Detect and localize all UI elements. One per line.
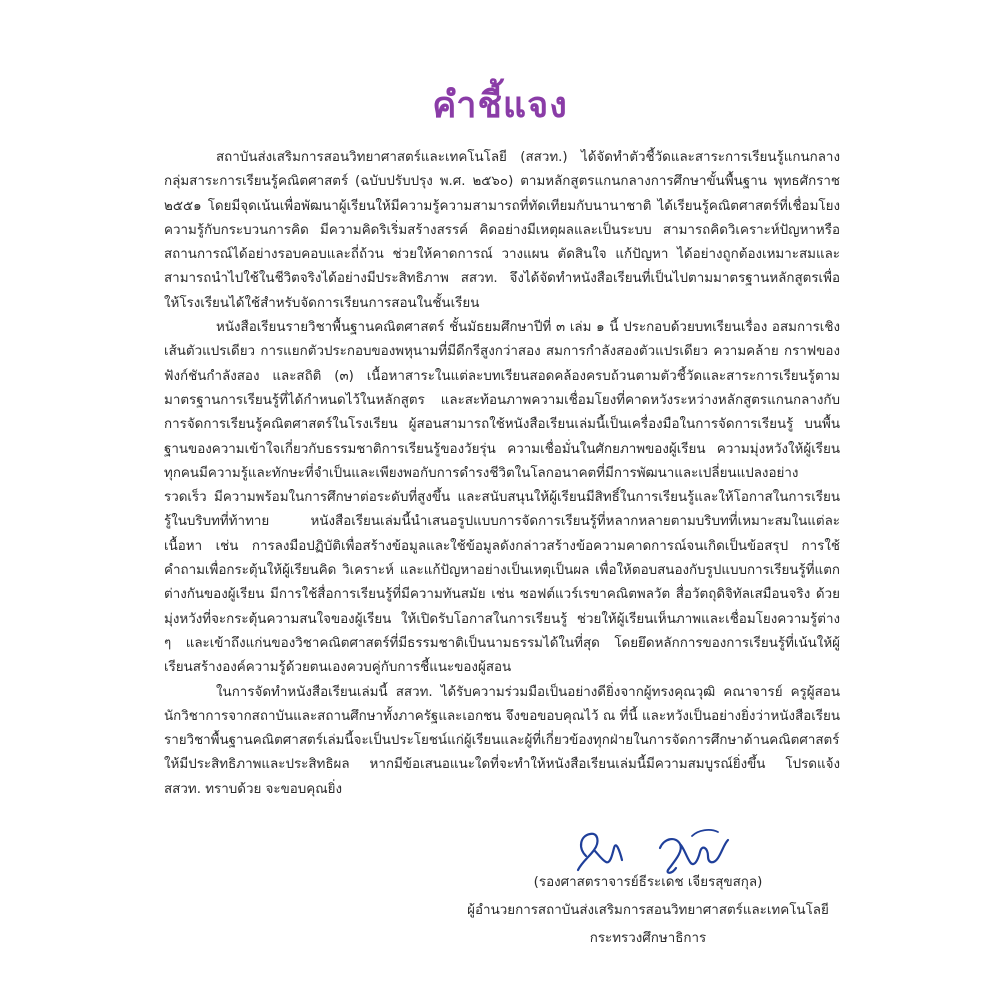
preface-paragraph: หนังสือเรียนรายวิชาพื้นฐานคณิตศาสตร์ ชั้นมัธยมศึกษาปีที่ ๓ เล่ม ๑ นี้ ประกอบด้วยบทเรียนเรื่อง อสมการเชิงเส้นตัวแปรเดียว การแยกตัวประกอบของพหุนามที่มีดีกรีสูงกว่าสอง สมการกำลังสองตัวแปรเดียว ความคล้าย กราฟของฟังก์ชันกำลังสอง และสถิติ (๓) เนื้อหาสาระในแต่ละบทเรียนสอดคล้องครบถ้วนตามตัวชี้วัดและสาระการเรียนรู้ตามมาตรฐานการเรียนรู้ที่ได้กำหนดไว้ในหลักสูตร และสะท้อนภาพความเชื่อมโยงที่คาดหวังระหว่างหลักสูตรแกนกลางกับการจัดการเรียนรู้คณิตศาสตร์ในโรงเรียน ผู้สอนสามารถใช้หนังสือเรียนเล่มนี้เป็นเครื่องมือในการจัดการเรียนรู้ บนพื้นฐานของความเข้าใจเกี่ยวกับธรรมชาติการเรียนรู้ของวัยรุ่น ความเชื่อมั่นในศักยภาพของผู้เรียน ความมุ่งหวังให้ผู้เรียนทุกคนมีความรู้และทักษะที่จำเป็นและเพียงพอกับการดำรงชีวิตในโลกอนาคตที่มีการพัฒนาและเปลี่ยนแปลงอย่างรวดเร็ว มีความพร้อมในการศึกษาต่อระดับที่สูงขึ้น และสนับสนุนให้ผู้เรียนมีสิทธิ์ในการเรียนรู้และให้โอกาสในการเรียนรู้ในบริบทที่ท้าทาย หนังสือเรียนเล่มนี้นำเสนอรูปแบบการจัดการเรียนรู้ที่หลากหลายตามบริบทที่เหมาะสมในแต่ละเนื้อหา เช่น การลงมือปฏิบัติเพื่อสร้างข้อมูลและใช้ข้อมูลดังกล่าวสร้างข้อความคาดการณ์จนเกิดเป็นข้อสรุป การใช้คำถามเพื่อกระตุ้นให้ผู้เรียนคิด วิเคราะห์ และแก้ปัญหาอย่างเป็นเหตุเป็นผล เพื่อให้ตอบสนองกับรูปแบบการเรียนรู้ที่แตกต่างกันของผู้เรียน มีการใช้สื่อการเรียนรู้ที่มีความทันสมัย เช่น ซอฟต์แวร์เรขาคณิตพลวัต สื่อวัตถุดิจิทัลเสมือนจริง ด้วยมุ่งหวังที่จะกระตุ้นความสนใจของผู้เรียน ให้เปิดรับโอกาสในการเรียนรู้ ช่วยให้ผู้เรียนเห็นภาพและเชื่อมโยงความรู้ต่าง ๆ และเข้าถึงแก่นของวิชาคณิตศาสตร์ที่มีธรรมชาติเป็นนามธรรมได้ในที่สุด โดยยึดหลักการของการเรียนรู้ที่เน้นให้ผู้เรียนสร้างองค์ความรู้ด้วยตนเองควบคู่กับการชี้แนะของผู้สอน	[164, 320, 840, 676]
page-title: คำชี้แจง	[432, 85, 568, 126]
preface-paragraph: ในการจัดทำหนังสือเรียนเล่มนี้ สสวท. ได้รับความร่วมมือเป็นอย่างดียิ่งจากผู้ทรงคุณวุฒิ คณาจารย์ ครูผู้สอน นักวิชาการจากสถาบันและสถานศึกษาทั้งภาครัฐและเอกชน จึงขอขอบคุณไว้ ณ ที่นี้ และหวังเป็นอย่างยิ่งว่าหนังสือเรียนรายวิชาพื้นฐานคณิตศาสตร์เล่มนี้จะเป็นประโยชน์แก่ผู้เรียนและผู้ที่เกี่ยวข้องทุกฝ่ายในการจัดการศึกษาด้านคณิตศาสตร์ให้มีประสิทธิภาพและประสิทธิผล หากมีข้อเสนอแนะใดที่จะทำให้หนังสือเรียนเล่มนี้มีความสมบูรณ์ยิ่งขึ้น โปรดแจ้ง สสวท. ทราบด้วย จะขอบคุณยิ่ง	[164, 684, 840, 797]
signatory-organization: กระทรวงศึกษาธิการ	[589, 931, 707, 946]
signatory-name: (รองศาสตราจารย์ธีระเดช เจียรสุขสกุล)	[533, 875, 763, 890]
signatory-position: ผู้อำนวยการสถาบันส่งเสริมการสอนวิทยาศาสตร์และเทคโนโลยี	[467, 903, 829, 918]
handwritten-signature	[568, 818, 748, 880]
preface-paragraph: สถาบันส่งเสริมการสอนวิทยาศาสตร์และเทคโนโลยี (สสวท.) ได้จัดทำตัวชี้วัดและสาระการเรียนรู้แกนกลาง กลุ่มสาระการเรียนรู้คณิตศาสตร์ (ฉบับปรับปรุง พ.ศ. ๒๕๖๐) ตามหลักสูตรแกนกลางการศึกษาขั้นพื้นฐาน พุทธศักราช ๒๕๕๑ โดยมีจุดเน้นเพื่อพัฒนาผู้เรียนให้มีความรู้ความสามารถที่ทัดเทียมกับนานาชาติ ได้เรียนรู้คณิตศาสตร์ที่เชื่อมโยงความรู้กับกระบวนการคิด มีความคิดริเริ่มสร้างสรรค์ คิดอย่างมีเหตุผลและเป็นระบบ สามารถคิดวิเคราะห์ปัญหาหรือสถานการณ์ได้อย่างรอบคอบและถี่ถ้วน ช่วยให้คาดการณ์ วางแผน ตัดสินใจ แก้ปัญหา ได้อย่างถูกต้องเหมาะสมและสามารถนำไปใช้ในชีวิตจริงได้อย่างมีประสิทธิภาพ สสวท. จึงได้จัดทำหนังสือเรียนที่เป็นไปตามมาตรฐานหลักสูตรเพื่อให้โรงเรียนได้ใช้สำหรับจัดการเรียนการสอนในชั้นเรียน	[164, 150, 840, 311]
preface-body	[164, 146, 840, 802]
